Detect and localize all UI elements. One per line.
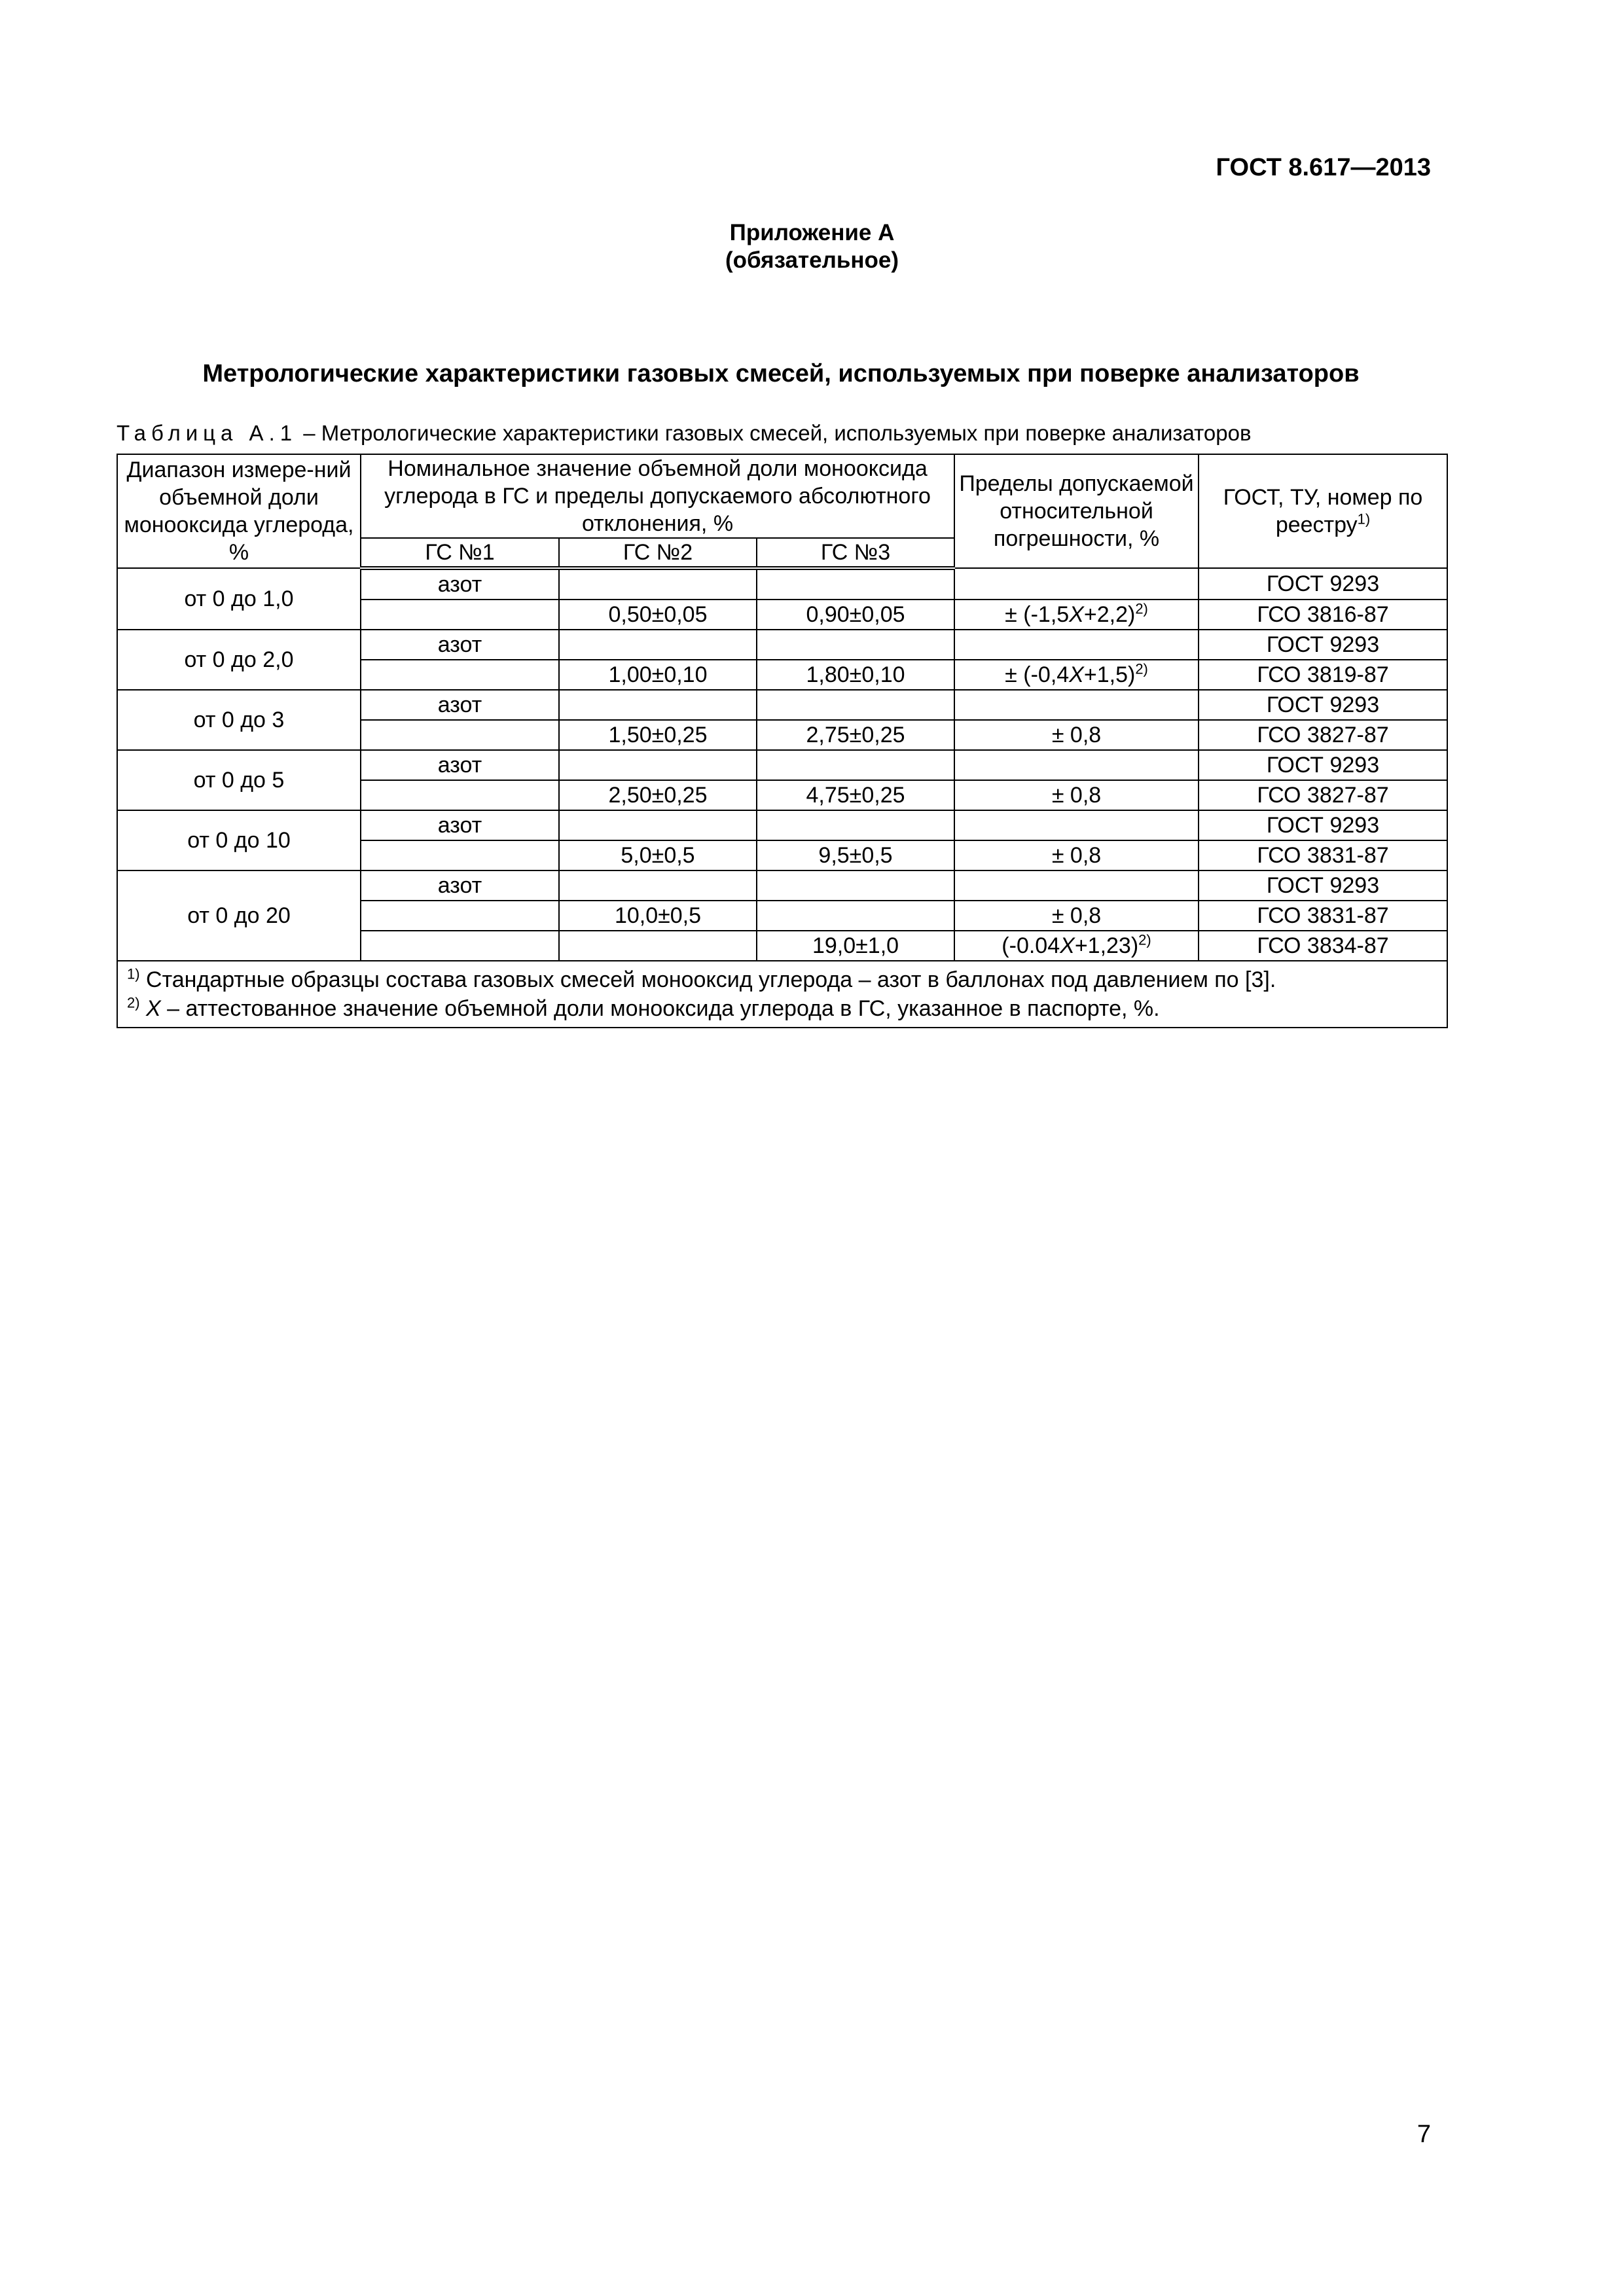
gs3-cell [757,810,954,840]
note-1 [127,965,1437,994]
limit-variable: X [1060,933,1075,958]
gs3-cell: 9,5±0,5 [757,840,954,870]
gs1-cell [361,720,559,750]
note-2 [127,994,1437,1023]
note-variable: X [146,996,161,1021]
table-row [117,810,1447,840]
gs2-cell: 2,50±0,25 [559,780,757,810]
standard-cell: ГОСТ 9293 [1199,690,1447,720]
limit-cell [954,810,1199,840]
header-gs2: ГС №2 [559,538,757,568]
note-1-text: Стандартные образцы состава газовых смесей монооксид углерода – азот в баллонах под давлением по [3]. [146,967,1276,992]
gs2-cell [559,810,757,840]
limit-cell [954,600,1199,630]
gs2-cell [559,568,757,600]
header-standard [1199,454,1447,568]
limit-text: ± 0,8 [1051,783,1102,808]
gs2-cell [559,931,757,961]
limit-text-tail: +1,23) [1074,933,1139,958]
gs2-cell [559,690,757,720]
gs1-cell: азот [361,690,559,720]
limit-text: ± 0,8 [1051,843,1102,868]
table-caption-label: Таблица А.1 [117,421,298,445]
limit-variable: X [1069,602,1084,627]
header-nominal: Номинальное значение объемной доли монооксида углерода в ГС и пределы допускаемого абсолютного отклонения, % [361,454,954,538]
table-notes [117,961,1447,1028]
standard-cell: ГОСТ 9293 [1199,568,1447,600]
gs2-cell: 1,00±0,10 [559,660,757,690]
range-cell: от 0 до 10 [117,810,361,870]
range-cell: от 0 до 3 [117,690,361,750]
gs2-cell: 10,0±0,5 [559,901,757,931]
gs2-cell [559,870,757,901]
gs3-cell: 2,75±0,25 [757,720,954,750]
standard-cell: ГОСТ 9293 [1199,750,1447,780]
gs1-cell: азот [361,810,559,840]
header-standard-footnote-mark: 1) [1357,511,1371,528]
limit-footnote-mark: 2) [1135,660,1148,677]
range-cell: от 0 до 1,0 [117,568,361,630]
gs3-cell: 19,0±1,0 [757,931,954,961]
gs3-cell [757,750,954,780]
gs1-cell [361,660,559,690]
standard-cell: ГСО 3834-87 [1199,931,1447,961]
note-1-mark: 1) [127,965,140,982]
limit-footnote-mark: 2) [1135,600,1148,617]
range-cell: от 0 до 2,0 [117,630,361,690]
range-cell: от 0 до 20 [117,870,361,961]
gs3-cell [757,690,954,720]
limit-cell [954,901,1199,931]
standard-cell: ГСО 3827-87 [1199,780,1447,810]
gs2-cell [559,630,757,660]
limit-text: ± 0,8 [1051,723,1102,747]
page-number: 7 [1416,2121,1431,2148]
appendix-title-block [0,219,1624,274]
gs1-cell: азот [361,750,559,780]
limit-footnote-mark: 2) [1138,931,1151,948]
gs1-cell [361,780,559,810]
gs1-cell [361,901,559,931]
standard-cell: ГСО 3831-87 [1199,901,1447,931]
limit-variable: X [1069,662,1084,687]
table-row [117,870,1447,901]
gs1-cell [361,600,559,630]
gs3-cell [757,870,954,901]
gs2-cell: 5,0±0,5 [559,840,757,870]
gs3-cell: 1,80±0,10 [757,660,954,690]
limit-cell [954,568,1199,600]
appendix-status: (обязательное) [725,247,899,273]
limit-cell [954,780,1199,810]
note-2-mark: 2) [127,994,140,1011]
standard-cell: ГОСТ 9293 [1199,810,1447,840]
gs1-cell [361,931,559,961]
table-row [117,750,1447,780]
standard-cell: ГСО 3819-87 [1199,660,1447,690]
limit-text-tail: +1,5) [1083,662,1136,687]
gs1-cell: азот [361,630,559,660]
gs1-cell [361,840,559,870]
standard-cell: ГСО 3816-87 [1199,600,1447,630]
header-standard-text: ГОСТ, ТУ, номер по реестру [1223,485,1423,537]
table-notes-row [117,961,1447,1028]
table-row [117,630,1447,660]
limit-text: ± (-0,4 [1005,662,1070,687]
limit-text-tail: +2,2) [1083,602,1136,627]
range-cell: от 0 до 5 [117,750,361,810]
header-gs1: ГС №1 [361,538,559,568]
limit-text: ± (-1,5 [1005,602,1070,627]
gs2-cell [559,750,757,780]
header-limits: Пределы допускаемой относительной погрешности, % [954,454,1199,568]
gs3-cell [757,901,954,931]
limit-text: ± 0,8 [1051,903,1102,928]
limit-cell [954,630,1199,660]
limit-cell [954,660,1199,690]
table-caption-text: – Метрологические характеристики газовых смесей, используемых при поверке анализаторов [297,421,1252,445]
table-body [117,568,1447,961]
gs3-cell [757,630,954,660]
note-2-text: X – аттестованное значение объемной доли монооксида углерода в ГС, указанное в паспорте, %. [146,996,1160,1021]
limit-cell [954,870,1199,901]
limit-cell [954,690,1199,720]
document-code: ГОСТ 8.617—2013 [1216,154,1431,181]
section-heading: Метрологические характеристики газовых смесей, используемых при поверке анализаторов [202,360,1360,387]
table-caption [117,421,1445,446]
limit-cell [954,720,1199,750]
gs2-cell: 0,50±0,05 [559,600,757,630]
gs3-cell: 0,90±0,05 [757,600,954,630]
table-row [117,568,1447,600]
table-row [117,690,1447,720]
gs3-cell: 4,75±0,25 [757,780,954,810]
standard-cell: ГОСТ 9293 [1199,870,1447,901]
gs3-cell [757,568,954,600]
limit-text: (-0.04 [1001,933,1060,958]
gs2-cell: 1,50±0,25 [559,720,757,750]
limit-cell [954,750,1199,780]
appendix-title: Приложение А [729,220,895,245]
header-range: Диапазон измере-ний объемной доли монооксида углерода, % [117,454,361,568]
standard-cell: ГСО 3831-87 [1199,840,1447,870]
standard-cell: ГСО 3827-87 [1199,720,1447,750]
limit-cell [954,931,1199,961]
gs1-cell: азот [361,870,559,901]
gs1-cell: азот [361,568,559,600]
standard-cell: ГОСТ 9293 [1199,630,1447,660]
header-gs3: ГС №3 [757,538,954,568]
metrology-table [117,454,1448,1028]
limit-cell [954,840,1199,870]
